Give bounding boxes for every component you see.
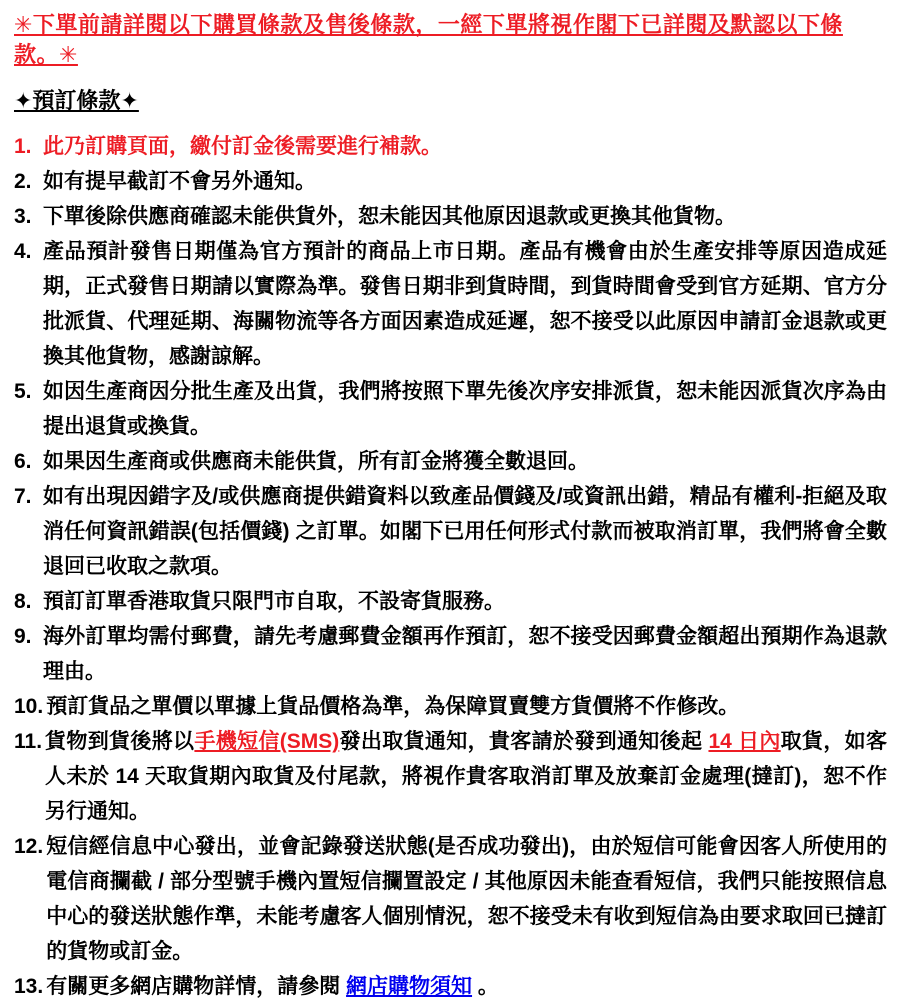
- term-number: 3.: [14, 205, 32, 228]
- term-segment: 短信經信息中心發出，並會記錄發送狀態(是否成功發出)，由於短信可能會因客人所使用的電信商攔截 / 部分型號手機內置短信攔置設定 / 其他原因未能查看短信，我們只能按照信息中心的發送狀態作準，未能考慮客人個別情況，恕不接受未有收到短信為由要求取回已撻訂的貨物或訂金。: [46, 835, 887, 963]
- term-text: [43, 619, 887, 689]
- term-number: 12.: [14, 835, 44, 858]
- term-item: [14, 444, 887, 479]
- term-segment: 預訂訂單香港取貨只限門市自取，不設寄貨服務。: [43, 590, 505, 613]
- term-segment: 發出取貨通知，貴客請於發到通知後起: [339, 730, 709, 753]
- term-item: [14, 129, 887, 164]
- term-segment: 海外訂單均需付郵費，請先考慮郵費金額再作預訂，恕不接受因郵費金額超出預期作為退款理由。: [43, 625, 887, 683]
- term-text: [43, 129, 887, 164]
- term-text: [45, 724, 887, 829]
- term-text: [43, 444, 887, 479]
- term-number: 10.: [14, 695, 44, 718]
- purchase-notice-banner: ✳下單前請詳閱以下購買條款及售後條款，一經下單將視作閣下已詳閱及默認以下條款。✳: [14, 12, 843, 67]
- term-number: 1.: [14, 135, 32, 158]
- term-segment: 預訂貨品之單價以單據上貨品價格為準，為保障買賣雙方貨價將不作修改。: [46, 695, 740, 718]
- term-text: [46, 829, 887, 969]
- term-item: [14, 234, 887, 374]
- term-segment: 如有提早截訂不會另外通知。: [43, 170, 316, 193]
- term-item: [14, 969, 887, 1004]
- term-number: 7.: [14, 485, 32, 508]
- term-segment: 。: [472, 975, 499, 998]
- term-text: [43, 164, 887, 199]
- term-text: [43, 199, 887, 234]
- term-segment: 產品預計發售日期僅為官方預計的商品上市日期。產品有機會由於生產安排等原因造成延期，正式發售日期請以實際為準。發售日期非到貨時間，到貨時間會受到官方延期、官方分批派貨、代理延期、海關物流等各方面因素造成延遲，恕不接受以此原因申請訂金退款或更換其他貨物，感謝諒解。: [43, 240, 887, 368]
- term-text: [43, 374, 887, 444]
- terms-list: [14, 129, 887, 1004]
- term-text: [46, 969, 887, 1004]
- term-number: 11.: [14, 730, 43, 753]
- term-item: [14, 199, 887, 234]
- term-segment: 14 日內: [708, 730, 781, 753]
- term-segment: 取貨，如客人未於 14 天取貨期內取貨及付尾款，將視作貴客取消訂單及放棄訂金處理(撻訂)，恕不作另行通知。: [45, 730, 888, 823]
- term-segment: 此乃訂購頁面，繳付訂金後需要進行補款。: [43, 135, 442, 158]
- term-item: [14, 164, 887, 199]
- term-segment: 有關更多網店購物詳情，請參閱: [46, 975, 347, 998]
- term-item: [14, 829, 887, 969]
- term-text: [43, 479, 887, 584]
- term-item: [14, 724, 887, 829]
- term-number: 6.: [14, 450, 32, 473]
- term-segment: 手機短信(SMS): [194, 730, 340, 753]
- term-item: [14, 689, 887, 724]
- term-number: 13.: [14, 975, 44, 998]
- term-number: 8.: [14, 590, 32, 613]
- term-text: [46, 689, 887, 724]
- term-item: [14, 374, 887, 444]
- shop-guide-link[interactable]: 網店購物須知: [346, 975, 473, 998]
- term-item: [14, 619, 887, 689]
- term-segment: 如因生產商因分批生產及出貨，我們將按照下單先後次序安排派貨，恕未能因派貨次序為由提出退貨或換貨。: [43, 380, 887, 438]
- term-text: [43, 584, 887, 619]
- term-number: 5.: [14, 380, 32, 403]
- section-title: ✦預訂條款✦: [14, 88, 139, 113]
- term-number: 2.: [14, 170, 32, 193]
- term-number: 9.: [14, 625, 32, 648]
- term-number: 4.: [14, 240, 32, 263]
- term-segment: 如果因生產商或供應商未能供貨，所有訂金將獲全數退回。: [43, 450, 589, 473]
- term-segment: 如有出現因錯字及/或供應商提供錯資料以致產品價錢及/或資訊出錯，精品有權利-拒絕及取消任何資訊錯誤(包括價錢) 之訂單。如閣下已用任何形式付款而被取消訂單，我們將會全數退回已收取之款項。: [43, 485, 887, 578]
- term-text: [43, 234, 887, 374]
- term-segment: 下單後除供應商確認未能供貨外，恕未能因其他原因退款或更換其他貨物。: [43, 205, 736, 228]
- term-segment: 貨物到貨後將以: [45, 730, 195, 753]
- term-item: [14, 584, 887, 619]
- term-item: [14, 479, 887, 584]
